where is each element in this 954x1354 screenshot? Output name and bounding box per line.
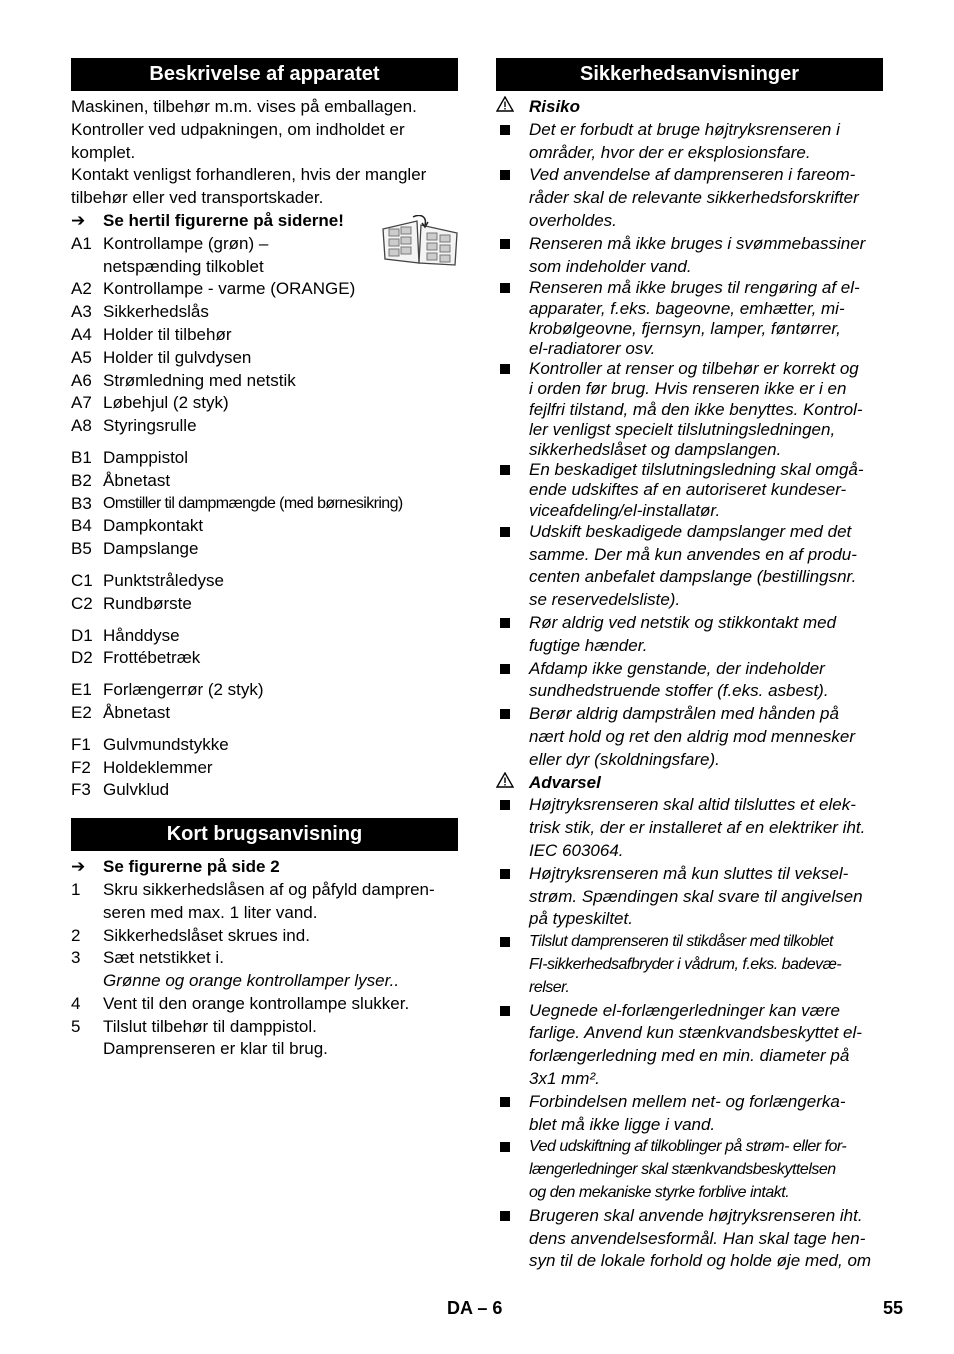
step-item <box>71 1016 458 1062</box>
bullet-item <box>496 119 883 165</box>
list-item <box>71 538 458 561</box>
item-text: Forlængerrør (2 styk) <box>103 680 264 700</box>
item-code: B1 <box>71 447 92 467</box>
step-text: Skru sikkerhedslåsen af og påfyld dampren- seren med max. 1 liter vand. <box>103 879 435 922</box>
quick-guide-steps <box>71 879 458 1061</box>
item-text: Sikkerhedslås <box>103 302 209 322</box>
warning-label <box>496 772 883 795</box>
parts-group-c <box>71 570 458 616</box>
bullet-square-icon <box>496 521 529 612</box>
bullet-text <box>529 612 883 658</box>
bullet-text <box>529 164 883 232</box>
bullet-text <box>529 658 883 704</box>
page-number: 55 <box>883 1298 904 1318</box>
bullet-line: blet må ikke ligge i vand. <box>529 1114 716 1134</box>
item-code: A7 <box>71 393 92 413</box>
bullet-line: apparater, f.eks. bageovne, emhætter, mi- <box>529 298 845 318</box>
bullet-line: 3x1 mm². <box>529 1068 600 1088</box>
list-item <box>71 493 458 516</box>
item-text: Kontrollampe (grøn) – netspænding tilkoblet <box>103 233 269 276</box>
bullet-square-icon <box>496 863 529 931</box>
bullet-item <box>496 658 883 704</box>
bullet-line: el-radiatorer osv. <box>529 338 656 358</box>
bullet-line: strøm. Spændingen skal svare til angivelsen <box>529 886 863 906</box>
list-item <box>71 415 458 438</box>
bullet-square-icon <box>496 1000 529 1091</box>
risk-label <box>496 96 883 119</box>
item-text: Holder til gulvdysen <box>103 347 252 367</box>
bullet-line: trisk stik, der er installeret af en elektriker iht. <box>529 818 866 838</box>
list-item <box>71 570 458 593</box>
bullet-square-icon <box>496 1205 529 1273</box>
bullet-line: se reservedelsliste). <box>529 590 681 610</box>
bullet-line: FI-sikkerhedsafbryder i vådrum, f.eks. badevæ- <box>529 955 842 973</box>
bullet-line: områder, hvor der er eksplosionsfare. <box>529 142 811 162</box>
item-code: B5 <box>71 539 92 559</box>
right-column <box>496 58 883 1273</box>
bullet-square-icon <box>496 703 529 771</box>
bullet-item <box>496 931 883 999</box>
list-item <box>71 301 458 324</box>
item-text: Gulvklud <box>103 780 170 800</box>
bullet-line: Renseren må ikke bruges i svømmebassiner <box>529 233 866 253</box>
step-text: Sikkerhedslåset skrues ind. <box>103 925 310 945</box>
arrow-right-icon: ➔ <box>71 857 86 877</box>
step-text: Tilslut tilbehør til damppistol. Damprenseren er klar til brug. <box>103 1016 328 1059</box>
bullet-line: på typeskiltet. <box>529 909 633 929</box>
item-text: Dampkontakt <box>103 516 204 536</box>
bullet-line: Renseren må ikke bruges til rengøring af el- <box>529 278 860 298</box>
bullet-text <box>529 1000 883 1091</box>
bullet-text <box>529 359 883 460</box>
item-code: A8 <box>71 416 92 436</box>
bullet-text <box>529 1091 883 1137</box>
bullet-text <box>529 119 883 165</box>
bullet-item <box>496 460 883 521</box>
item-text: Omstiller til dampmængde (med børnesikring) <box>103 494 403 512</box>
step-item <box>71 925 458 948</box>
intro-line: komplet. <box>71 142 136 162</box>
item-text: Holdeklemmer <box>103 757 213 777</box>
bullet-line: Ved udskiftning af tilkoblinger på strøm- eller for- <box>529 1138 847 1156</box>
risk-label-text: Risiko <box>529 97 581 116</box>
bullet-text <box>529 278 883 359</box>
bullet-square-icon <box>496 658 529 704</box>
item-code: F2 <box>71 757 91 777</box>
bullet-item <box>496 1091 883 1137</box>
item-text: Damppistol <box>103 447 189 467</box>
bullet-line: dens anvendelsesformål. Han skal tage hen- <box>529 1228 866 1248</box>
bullet-line: forlængerledning med en min. diameter på <box>529 1046 850 1066</box>
bullet-line: overholdes. <box>529 210 617 230</box>
bullet-line: Udskift beskadigede dampslanger med det <box>529 521 852 541</box>
bullet-line: som indeholder vand. <box>529 256 692 276</box>
item-code: F3 <box>71 780 91 800</box>
bullet-line: Uegnede el-forlængerledninger kan være <box>529 1000 840 1020</box>
list-item <box>71 324 458 347</box>
item-code: B3 <box>71 493 92 513</box>
bullet-line: sikkerhedslåset og dampslangen. <box>529 440 782 459</box>
bullet-line: ler venligst specielt tilslutningsledningen, <box>529 419 836 439</box>
item-text: Hånddyse <box>103 625 180 645</box>
intro-line: tilbehør eller ved transportskader. <box>71 188 324 208</box>
bullet-line: Forbindelsen mellem net- og forlængerka- <box>529 1091 846 1111</box>
item-code: C2 <box>71 593 93 613</box>
item-text: Frottébetræk <box>103 648 201 668</box>
item-code: F1 <box>71 734 91 754</box>
bullet-item <box>496 1205 883 1273</box>
bullet-square-icon <box>496 460 529 521</box>
list-item <box>71 779 458 802</box>
list-item <box>71 593 458 616</box>
bullet-item <box>496 233 883 279</box>
bullet-text <box>529 863 883 931</box>
parts-group-d <box>71 625 458 671</box>
figures-note-text: Se figurerne på side 2 <box>103 857 280 877</box>
step-number: 1 <box>71 879 81 899</box>
bullet-square-icon <box>496 931 529 999</box>
bullet-square-icon <box>496 612 529 658</box>
item-text: Kontrollampe - varme (ORANGE) <box>103 279 356 299</box>
section-title-safety: Sikkerhedsanvisninger <box>496 58 883 91</box>
left-column <box>71 58 458 1061</box>
step-number: 5 <box>71 1016 81 1036</box>
item-code: C1 <box>71 570 93 590</box>
bullet-text <box>529 794 883 862</box>
step-item <box>71 947 458 993</box>
list-item <box>71 625 458 648</box>
bullet-line: Højtryksrenseren må kun sluttes til veksel- <box>529 863 849 883</box>
bullet-line: Berør aldrig dampstrålen med hånden på <box>529 704 839 724</box>
list-item <box>71 392 458 415</box>
bullet-line: længerledninger skal stænkvandsbeskyttelsen <box>529 1161 836 1179</box>
step-item <box>71 993 458 1016</box>
bullet-line: fejlfri tilstand, må den ikke benyttes. Kontrol- <box>529 399 863 419</box>
warning-triangle-icon <box>496 96 529 119</box>
item-text: Løbehjul (2 styk) <box>103 393 229 413</box>
warning-label-text: Advarsel <box>529 772 601 792</box>
bullet-text <box>529 1205 883 1273</box>
bullet-text <box>529 1136 883 1204</box>
list-item <box>71 515 458 538</box>
item-text: Punktstråledyse <box>103 570 224 590</box>
bullet-line: viceafdeling/el-installatør. <box>529 500 721 520</box>
bullet-item <box>496 359 883 460</box>
bullet-line: farlige. Anvend kun stænkvandsbeskyttet el- <box>529 1023 862 1043</box>
bullet-text <box>529 233 883 279</box>
intro-paragraph <box>71 96 458 210</box>
step-number: 3 <box>71 948 81 968</box>
item-text: Rundbørste <box>103 593 192 613</box>
step-text: Sæt netstikket i. Grønne og orange kontrollamper lyser.. <box>103 948 400 991</box>
list-item <box>71 278 458 301</box>
bullet-item <box>496 1000 883 1091</box>
item-code: A1 <box>71 233 92 253</box>
item-text: Holder til tilbehør <box>103 324 232 344</box>
bullet-square-icon <box>496 119 529 165</box>
item-text: Gulvmundstykke <box>103 734 229 754</box>
item-text: Åbnetast <box>103 470 171 490</box>
bullet-line: sundhedstruende stoffer (f.eks. asbest). <box>529 681 829 701</box>
list-item <box>71 347 458 370</box>
bullet-line: eller dyr (skoldningsfare). <box>529 749 720 769</box>
bullet-item <box>496 703 883 771</box>
step-item <box>71 879 458 925</box>
item-code: A2 <box>71 279 92 299</box>
bullet-line: nært hold og ret den aldrig mod mennesker <box>529 726 856 746</box>
bullet-square-icon <box>496 233 529 279</box>
bullet-item <box>496 612 883 658</box>
bullet-line: syn til de lokale forhold og holde øje med, om <box>529 1251 872 1271</box>
list-item <box>71 757 458 780</box>
bullet-square-icon <box>496 278 529 359</box>
bullet-item <box>496 794 883 862</box>
parts-group-f <box>71 734 458 802</box>
bullet-line: krobølgeovne, fjernsyn, lamper, føntørrer, <box>529 318 841 338</box>
bullet-line: relser. <box>529 978 570 996</box>
figures-note-text: Se hertil figurerne på siderne! <box>103 210 344 230</box>
list-item <box>71 734 458 757</box>
step-number: 4 <box>71 993 81 1013</box>
item-code: B2 <box>71 470 92 490</box>
bullet-line: Ved anvendelse af damprenseren i fareom- <box>529 165 856 185</box>
bullet-text <box>529 703 883 771</box>
figures-note-2 <box>71 856 458 879</box>
parts-group-e <box>71 679 458 725</box>
bullet-square-icon <box>496 794 529 862</box>
bullet-line: Rør aldrig ved netstik og stikkontakt med <box>529 613 837 632</box>
item-code: D1 <box>71 625 93 645</box>
warning-list <box>496 794 883 1273</box>
parts-group-b <box>71 447 458 561</box>
intro-line: Maskinen, tilbehør m.m. vises på emballagen. <box>71 97 417 116</box>
item-text: Åbnetast <box>103 702 171 722</box>
footer-section-label: DA – 6 <box>447 1298 503 1318</box>
bullet-line: Brugeren skal anvende højtryksrenseren iht. <box>529 1205 863 1225</box>
item-text: Styringsrulle <box>103 416 197 436</box>
item-code: A4 <box>71 324 92 344</box>
item-text: Strømledning med netstik <box>103 370 296 390</box>
item-code: E1 <box>71 680 92 700</box>
step-number: 2 <box>71 925 81 945</box>
bullet-square-icon <box>496 164 529 232</box>
bullet-line: Kontroller at renser og tilbehør er korrekt og <box>529 359 859 379</box>
bullet-line: fugtige hænder. <box>529 635 648 655</box>
bullet-text <box>529 521 883 612</box>
manual-book-icon <box>379 215 461 267</box>
bullet-square-icon <box>496 1091 529 1137</box>
list-item <box>71 470 458 493</box>
bullet-line: Det er forbudt at bruge højtryksrenseren i <box>529 119 840 139</box>
bullet-item <box>496 1136 883 1204</box>
arrow-right-icon: ➔ <box>71 210 86 230</box>
bullet-line: Tilslut damprenseren til stikdåser med tilkoblet <box>529 933 833 951</box>
item-text: Dampslange <box>103 539 199 559</box>
bullet-text <box>529 460 883 521</box>
risk-list <box>496 119 883 772</box>
section-title-description: Beskrivelse af apparatet <box>71 58 458 91</box>
bullet-line: råder skal de relevante sikkerhedsforskrifter <box>529 188 859 208</box>
bullet-square-icon <box>496 359 529 460</box>
bullet-line: IEC 603064. <box>529 840 624 860</box>
section-title-quick-guide: Kort brugsanvisning <box>71 818 458 851</box>
item-code: E2 <box>71 702 92 722</box>
bullet-line: Afdamp ikke genstande, der indeholder <box>529 658 825 678</box>
bullet-line: En beskadiget tilslutningsledning skal omgå- <box>529 460 864 480</box>
bullet-line: i orden før brug. Hvis renseren ikke er i en <box>529 379 847 399</box>
item-code: A5 <box>71 347 92 367</box>
item-code: D2 <box>71 648 93 668</box>
bullet-line: ende udskiftes af en autoriseret kundeser- <box>529 480 847 500</box>
item-code: B4 <box>71 516 92 536</box>
list-item <box>71 647 458 670</box>
item-code: A3 <box>71 302 92 322</box>
bullet-line: samme. Der må kun anvendes en af produ- <box>529 544 857 564</box>
list-item <box>71 702 458 725</box>
bullet-item <box>496 521 883 612</box>
intro-line: Kontroller ved udpakningen, om indholdet er <box>71 119 405 139</box>
bullet-line: Højtryksrenseren skal altid tilsluttes et elek- <box>529 795 856 815</box>
bullet-item <box>496 863 883 931</box>
bullet-line: og den mekaniske styrke forblive intakt. <box>529 1183 790 1201</box>
bullet-item <box>496 278 883 359</box>
list-item <box>71 679 458 702</box>
bullet-line: centen anbefalet dampslange (bestillingsnr. <box>529 567 857 587</box>
bullet-text <box>529 931 883 999</box>
list-item <box>71 370 458 393</box>
step-result-note: Grønne og orange kontrollamper lyser.. <box>103 971 400 991</box>
item-code: A6 <box>71 370 92 390</box>
bullet-item <box>496 164 883 232</box>
step-text: Vent til den orange kontrollampe slukker. <box>103 993 410 1013</box>
bullet-square-icon <box>496 1136 529 1204</box>
warning-triangle-icon <box>496 772 529 795</box>
intro-line: Kontakt venligst forhandleren, hvis der mangler <box>71 165 427 185</box>
list-item <box>71 447 458 470</box>
